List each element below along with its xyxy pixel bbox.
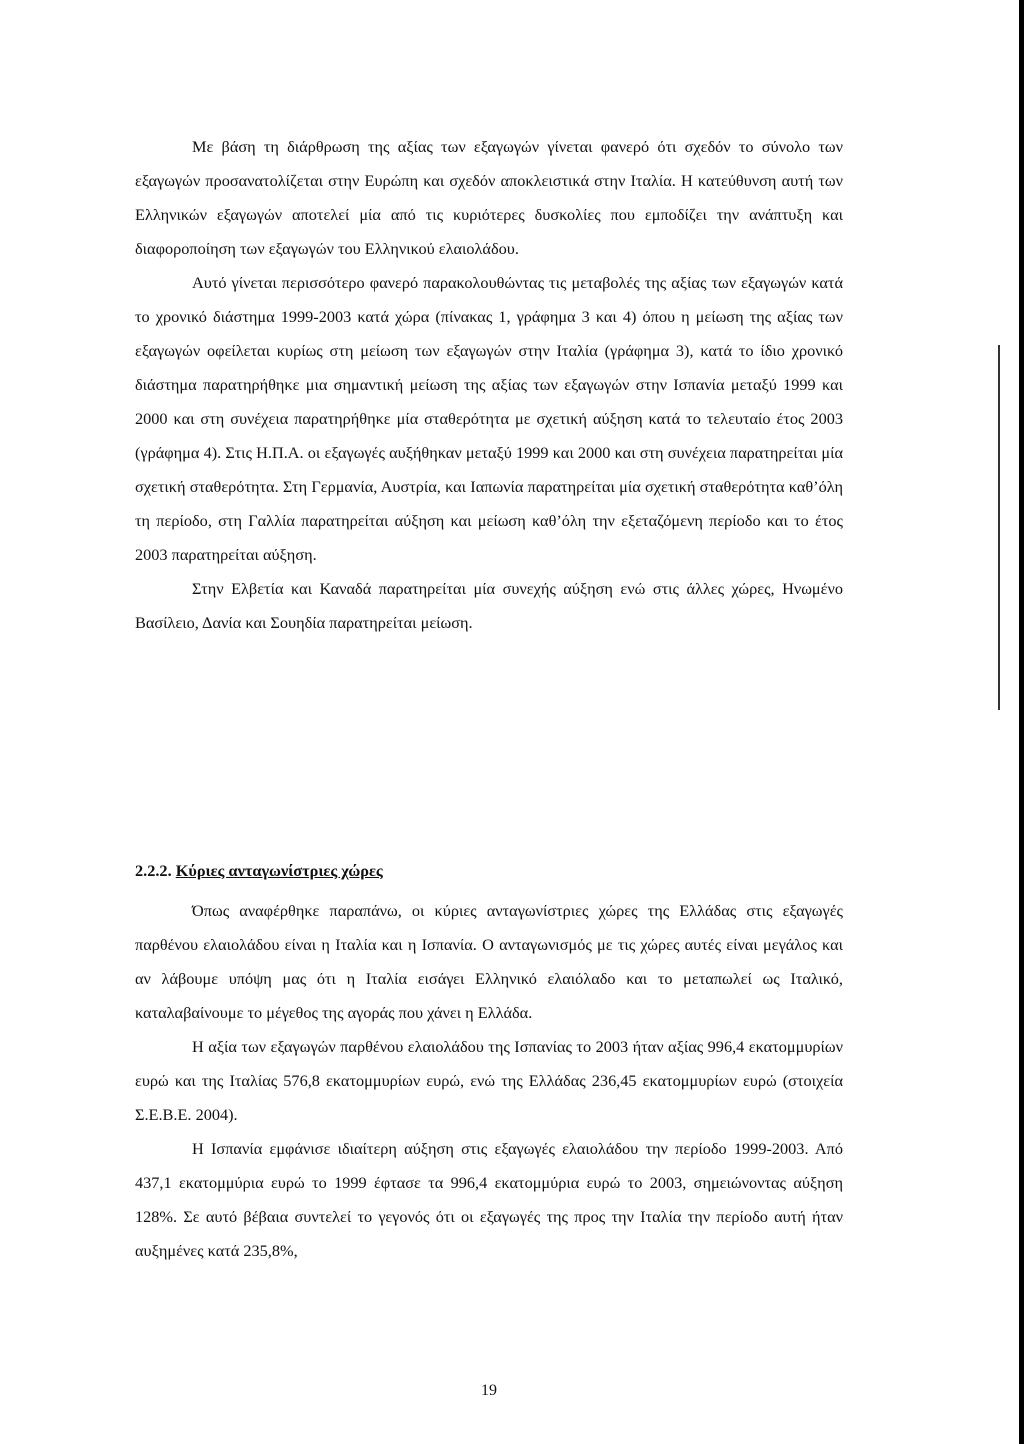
section-title: Κύριες ανταγωνίστριες χώρες bbox=[175, 861, 383, 880]
paragraph: Με βάση τη διάρθρωση της αξίας των εξαγωγών γίνεται φανερό ότι σχεδόν το σύνολο των εξαγωγών προσανατολίζεται στην Ευρώπη και σχεδόν αποκλειστικά στην Ιταλία. Η κατεύθυνση αυτή των Ελληνικών εξαγωγών αποτελεί μία από τις κυριότερες δυσκολίες που εμποδίζει την ανάπτυξη και διαφοροποίηση των εξαγωγών του Ελληνικού ελαιολάδου. bbox=[135, 137, 843, 258]
paragraph: Στην Ελβετία και Καναδά παρατηρείται μία συνεχής αύξηση ενώ στις άλλες χώρες, Ηνωμένο Βασίλειο, Δανία και Σουηδία παρατηρείται μείωση. bbox=[135, 579, 843, 632]
paragraph: Αυτό γίνεται περισσότερο φανερό παρακολουθώντας τις μεταβολές της αξίας των εξαγωγών κατά το χρονικό διάστημα 1999-2003 κατά χώρα (πίνακας 1, γράφημα 3 και 4) όπου η μείωση της αξίας των εξαγωγών οφείλεται κυρίως στη μείωση των εξαγωγών στην Ιταλία (γράφημα 3), κατά το ίδιο χρονικό διάστημα παρατηρήθηκε μια σημαντική μείωση της αξίας των εξαγωγών στην Ισπανία μεταξύ 1999 και 2000 και στη συνέχεια παρατηρήθηκε μία σταθερότητα με σχετική αύξηση κατά το τελευταίο έτος 2003 (γράφημα 4). Στις Η.Π.Α. οι εξαγωγές αυξήθηκαν μεταξύ 1999 και 2000 και στη συνέχεια παρατηρείται μία σχετική σταθερότητα. Στη Γερμανία, Αυστρία, και Ιαπωνία παρατηρείται μία σχετική σταθερότητα καθ’όλη τη περίοδο, στη Γαλλία παρατηρείται αύξηση και μείωση καθ’όλη την εξεταζόμενη περίοδο και το έτος 2003 παρατηρείται αύξηση. bbox=[135, 273, 843, 564]
page-number: 19 bbox=[481, 1382, 497, 1399]
section-number: 2.2.2. bbox=[135, 861, 172, 880]
scan-edge-line bbox=[998, 345, 1000, 710]
paragraph: Όπως αναφέρθηκε παραπάνω, οι κύριες ανταγωνίστριες χώρες της Ελλάδας στις εξαγωγές παρθένου ελαιολάδου είναι η Ιταλία και η Ισπανία. Ο ανταγωνισμός με τις χώρες αυτές είναι μεγάλος και αν λάβουμε υπόψη μας ότι η Ιταλία εισάγει Ελληνικό ελαιόλαδο και το μεταπωλεί ως Ιταλικό, καταλαβαίνουμε το μέγεθος της αγοράς που χάνει η Ελλάδα. bbox=[135, 901, 843, 1022]
scan-edge-border bbox=[1019, 0, 1024, 1444]
paragraph: Η Ισπανία εμφάνισε ιδιαίτερη αύξηση στις εξαγωγές ελαιολάδου την περίοδο 1999-2003. Από 437,1 εκατομμύρια ευρώ το 1999 έφτασε τα 996,4 εκατομμύρια ευρώ το 2003, σημειώνοντας αύξηση 128%. Σε αυτό βέβαια συντελεί το γεγονός ότι οι εξαγωγές της προς την Ιταλία την περίοδο αυτή ήταν αυξημένες κατά 235,8%, bbox=[135, 1139, 843, 1260]
section-body-1 bbox=[135, 130, 843, 640]
section-body-2 bbox=[135, 894, 843, 1268]
section-heading bbox=[135, 854, 383, 888]
paragraph: Η αξία των εξαγωγών παρθένου ελαιολάδου της Ισπανίας το 2003 ήταν αξίας 996,4 εκατομμυρίων ευρώ και της Ιταλίας 576,8 εκατομμυρίων ευρώ, ενώ της Ελλάδας 236,45 εκατομμυρίων ευρώ (στοιχεία Σ.Ε.Β.Ε. 2004). bbox=[135, 1037, 843, 1124]
